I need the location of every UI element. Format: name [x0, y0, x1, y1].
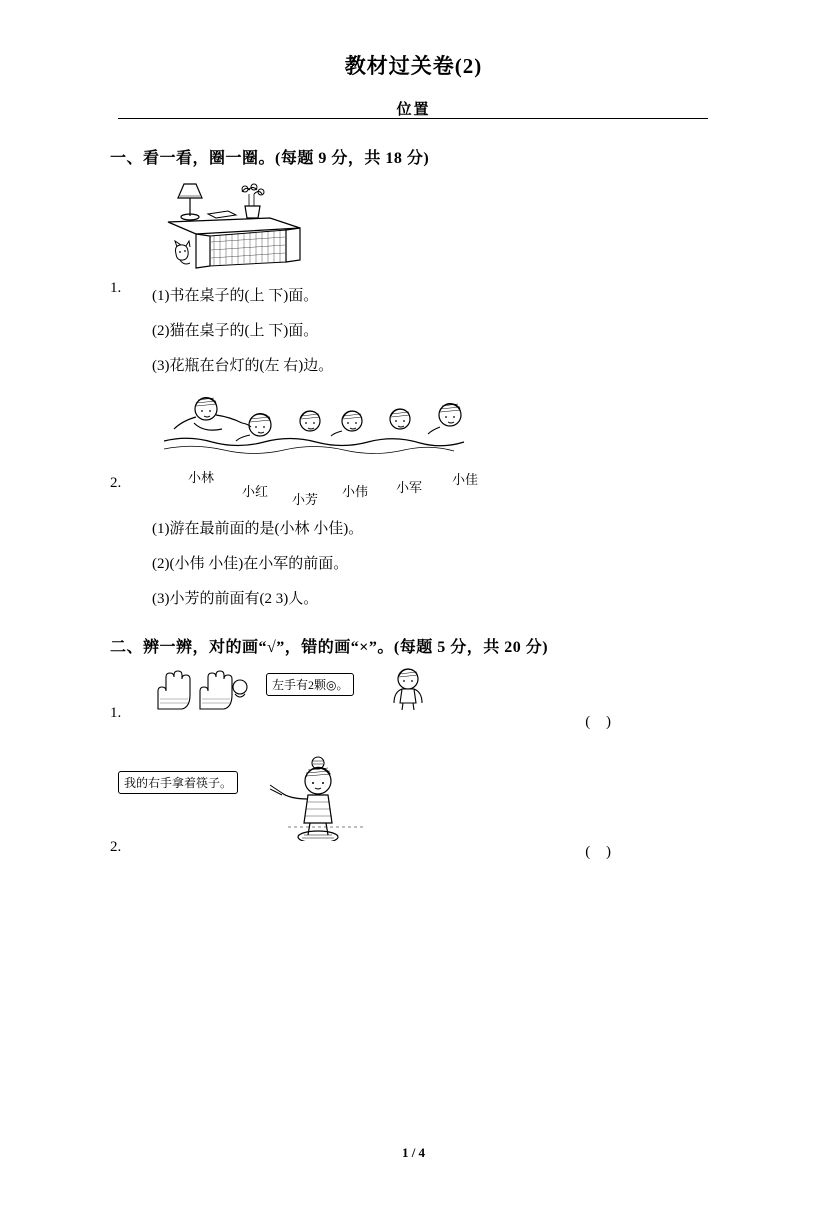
header-rule — [118, 118, 708, 119]
speech-bubble: 我的右手拿着筷子。 — [118, 771, 238, 794]
question-2-2 — [110, 755, 717, 863]
question-item: (3)花瓶在台灯的(左 右)边。 — [152, 358, 334, 374]
question-1-2 — [110, 391, 717, 608]
question-item: (2)猫在桌子的(上 下)面。 — [152, 323, 319, 339]
question-1-1 — [110, 176, 717, 375]
figure-label: 小红 — [242, 484, 269, 499]
question-number: 1. — [110, 280, 122, 296]
judge-row-2 — [110, 841, 717, 863]
figure-label: 小伟 — [342, 484, 369, 499]
hands-illustration — [150, 665, 717, 711]
question-item: (3)小芳的前面有(2 3)人。 — [152, 591, 319, 607]
question-item: (1)游在最前面的是(小林 小佳)。 — [152, 521, 364, 537]
section-heading-2: 二、辨一辨，对的画“√”，错的画“×”。(每题 5 分，共 20 分) — [110, 639, 549, 656]
judge-row-1 — [110, 705, 717, 731]
chopsticks-illustration — [118, 755, 717, 841]
figure-label: 小佳 — [452, 472, 479, 487]
speech-bubble: 左手有2颗◎。 — [266, 673, 354, 696]
figure-label: 小军 — [396, 480, 423, 495]
question-number: 1. — [110, 705, 122, 721]
exam-page — [0, 50, 827, 1219]
swimming-illustration — [150, 391, 717, 507]
question-number: 2. — [110, 475, 122, 491]
page-subtitle: 位置 — [396, 102, 431, 118]
page-footer: 1 / 4 — [401, 1145, 426, 1160]
page-title: 教材过关卷(2) — [344, 54, 483, 78]
figure-label: 小芳 — [292, 492, 319, 507]
girl-with-chopsticks-icon — [270, 755, 390, 841]
question-2-1 — [110, 665, 717, 731]
section-heading-1: 一、看一看，圈一圈。(每题 9 分，共 18 分) — [110, 150, 430, 167]
question-item: (2)(小伟 小佳)在小军的前面。 — [152, 556, 349, 572]
desk-lamp-vase-book-cat-icon — [150, 176, 330, 276]
answer-box: ( ) — [585, 844, 617, 860]
child-figure-icon — [382, 665, 438, 711]
two-hands-icon — [150, 665, 260, 711]
six-children-swimming-icon — [150, 391, 510, 473]
question-number: 2. — [110, 839, 122, 855]
desk-illustration — [150, 176, 717, 276]
answer-box: ( ) — [585, 714, 617, 730]
figure-label: 小林 — [188, 470, 215, 485]
question-item: (1)书在桌子的(上 下)面。 — [152, 288, 319, 304]
figure-labels — [150, 470, 717, 507]
